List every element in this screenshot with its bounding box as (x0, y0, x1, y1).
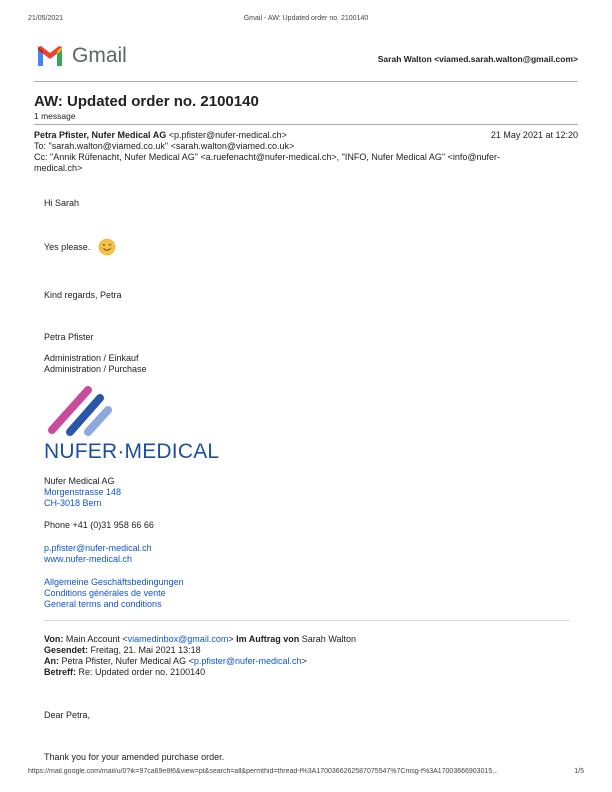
signature-role-de: Administration / Einkauf (44, 353, 139, 363)
from-email-link[interactable]: viamedinbox@gmail.com (127, 634, 229, 644)
subject-value: Re: Updated order no. 2100140 (78, 667, 206, 677)
sender-line (34, 130, 287, 141)
sent-label: Gesendet: (44, 645, 89, 655)
to-close: > (301, 656, 307, 666)
quoted-text: Thank you for your amended purchase order. (44, 752, 225, 762)
cc-line-cont: medical.ch> (34, 163, 83, 173)
email-link[interactable]: p.pfister@nufer-medical.ch (44, 543, 152, 553)
subject-label: Betreff: (44, 667, 77, 677)
quoted-to-line (44, 656, 307, 667)
sender-email: <p.pfister@nufer-medical.ch> (168, 130, 287, 140)
quoted-sent-line (44, 645, 201, 656)
divider (34, 81, 578, 82)
body-text: Yes please. (44, 242, 91, 252)
company-city-link[interactable]: CH-3018 Bern (44, 498, 102, 508)
nufer-medical-logo-icon (44, 384, 124, 440)
terms-en-link[interactable]: General terms and conditions (44, 599, 162, 609)
print-url: https://mail.google.com/mail/u/0?ik=97ca69e8f6&view=pt&search=all&permthid=thread-f%3A1700366262587075547%7Cmsg-f%3A17003666903015... (28, 768, 499, 775)
company-street-link[interactable]: Morgenstrasse 148 (44, 487, 122, 497)
greeting: Hi Sarah (44, 198, 80, 208)
on-behalf-label: Im Auftrag von (236, 634, 300, 644)
to-name: Petra Pfister, Nufer Medical AG < (61, 656, 194, 666)
print-title: Gmail - AW: Updated order no. 2100140 (243, 15, 369, 22)
quoted-greeting: Dear Petra, (44, 710, 91, 720)
terms-de-link[interactable]: Allgemeine Geschäftsbedingungen (44, 577, 184, 587)
company-name: Nufer Medical AG (44, 476, 115, 486)
terms-fr-link[interactable]: Conditions générales de vente (44, 588, 166, 598)
quoted-subject-line (44, 667, 205, 678)
quoted-from-line (44, 634, 356, 645)
account-email: Sarah Walton <viamed.sarah.walton@gmail.com> (377, 54, 578, 64)
sender-name: Petra Pfister, Nufer Medical AG (34, 130, 167, 140)
quote-divider (44, 620, 570, 621)
company-phone: Phone +41 (0)31 958 66 66 (44, 520, 154, 530)
website-link[interactable]: www.nufer-medical.ch (44, 554, 133, 564)
sent-value: Freitag, 21. Mai 2021 13:18 (90, 645, 201, 655)
gmail-brand: Gmail (72, 44, 127, 67)
message-count: 1 message (34, 111, 76, 121)
signature-name: Petra Pfister (44, 332, 94, 342)
print-date: 21/05/2021 (28, 15, 64, 22)
nufer-medical-wordmark: NUFER·MEDICAL (44, 440, 220, 463)
divider (34, 124, 578, 125)
gmail-logo-icon (36, 44, 64, 68)
page-number: 1/5 (574, 768, 584, 775)
to-label: An: (44, 656, 59, 666)
from-close: > (228, 634, 234, 644)
message-date: 21 May 2021 at 12:20 (490, 130, 578, 140)
smiling-emoji-icon (98, 238, 116, 256)
from-label: Von: (44, 634, 64, 644)
thread-subject: AW: Updated order no. 2100140 (34, 93, 259, 110)
cc-line: Cc: "Annik Rüfenacht, Nufer Medical AG" <a.ruefenacht@nufer-medical.ch>, "INFO, Nufer Medical AG" <info@nufer- (34, 152, 501, 162)
from-name: Main Account < (65, 634, 128, 644)
to-email-link[interactable]: p.pfister@nufer-medical.ch (193, 656, 302, 666)
regards: Kind regards, Petra (44, 290, 122, 300)
to-line: To: "sarah.walton@viamed.co.uk" <sarah.walton@viamed.co.uk> (34, 141, 295, 151)
signature-role-en: Administration / Purchase (44, 364, 147, 374)
on-behalf-name: Sarah Walton (301, 634, 356, 644)
